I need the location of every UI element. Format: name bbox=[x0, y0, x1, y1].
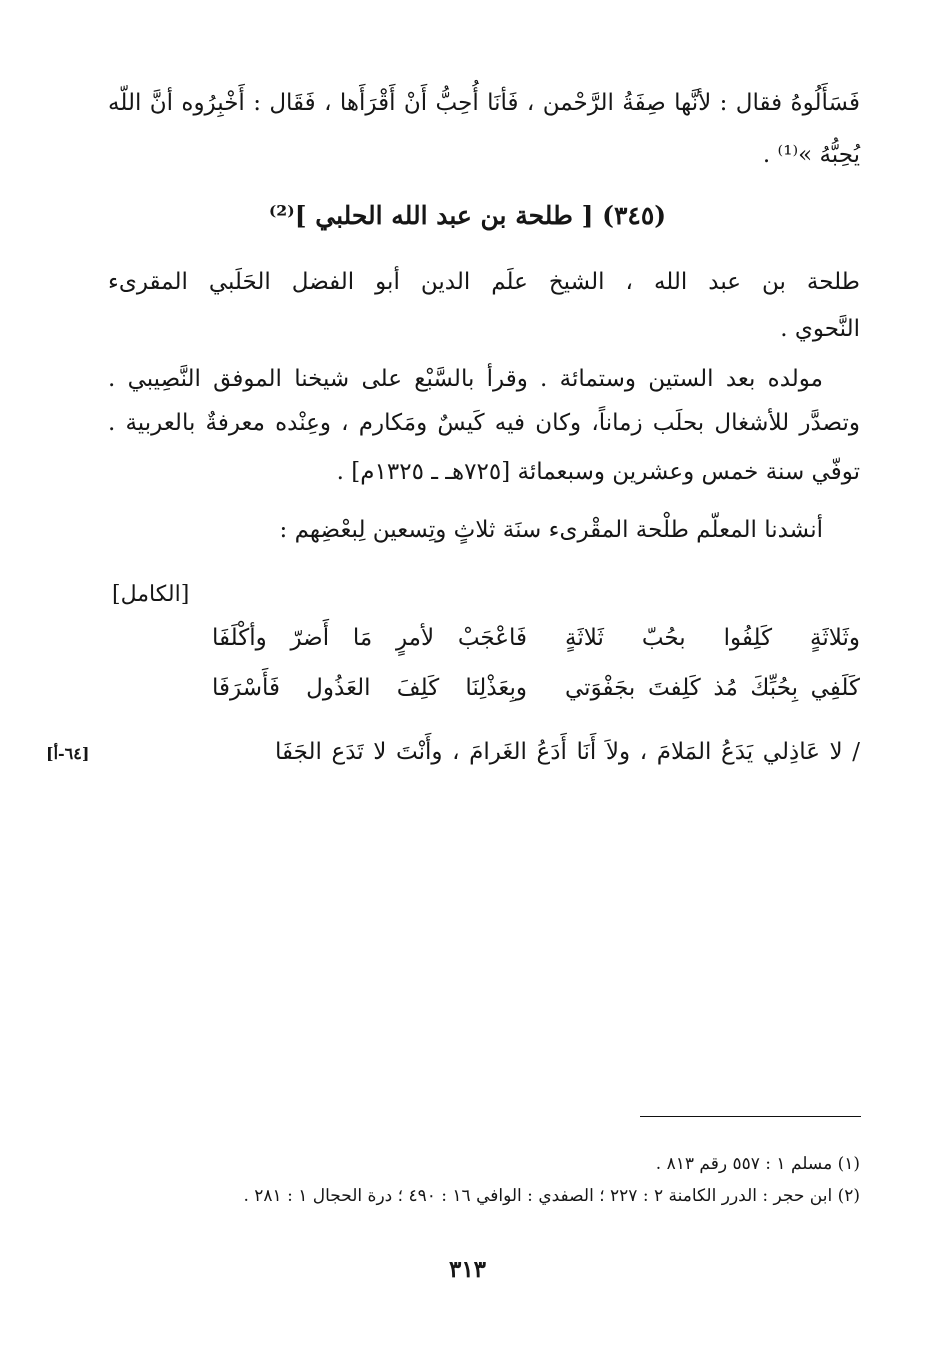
text-line: يُحِبُّهُ »⁽¹⁾ . bbox=[762, 142, 860, 168]
meter-label: [الكامل] bbox=[112, 582, 190, 607]
verse-first-hemistich: كَلَفِي بِحُبِّكَ مُذ كَلِفتَ بجَفْوَتي bbox=[565, 675, 860, 701]
bio-line: طلحة بن عبد الله ، الشيخ علَم الدين أبو الفضل الحَلَبي المقرىء bbox=[108, 269, 860, 295]
verse-second-hemistich: فَاعْجَبْ لأمرٍ مَا أَضرّ وأكْلَفَا bbox=[212, 625, 527, 651]
page-number: ٣١٣ bbox=[448, 1256, 487, 1283]
footnote-rule bbox=[640, 1116, 861, 1117]
bio-line: توفّي سنة خمس وعشرين وسبعمائة [٧٢٥هـ ـ ١٣٢٥م] . bbox=[336, 459, 860, 485]
poem-intro: أنشدنا المعلّم طلْحة المقْرىء سنَة ثلاثٍ وتِسعين لِبعْضِهم : bbox=[279, 517, 823, 543]
footnote: (٢) ابن حجر : الدرر الكامنة ٢ : ٢٢٧ ؛ الصفدي : الوافي ١٦ : ٤٩٠ ؛ درة الحجال ١ : ٢٨١ . bbox=[243, 1186, 860, 1206]
text-line: فَسَأَلُوهُ فقال : لأنَّها صِفَةُ الرَّحْمن ، فَأنَا أُحِبُّ أَنْ أَقْرَأَها ، فَقَال : أَخْبِرُوه أنَّ اللّه bbox=[108, 90, 860, 116]
verse-second-hemistich: وبِعَذْلِنَا كَلِفَ العَذُول فَأَسْرَفَا bbox=[212, 675, 527, 701]
bio-line: وتصدَّر للأشغال بحلَب زماناً، وكان فيه كَيسٌ ومَكارم ، وعِنْده معرفةٌ بالعربية . bbox=[108, 410, 860, 436]
verse-first-hemistich: وثَلاثَةٍ كَلِفُوا بحُبّ ثَلاثَةٍ bbox=[565, 625, 860, 651]
bio-line: النَّحوي . bbox=[780, 316, 860, 342]
verse-line: / لا عَاذِلي يَدَعُ المَلامَ ، ولاَ أَنَا أَدَعُ الغَرامَ ، وأَنْتَ لا تَدَع الجَفَا bbox=[275, 739, 860, 765]
bio-line: مولده بعد الستين وستمائة . وقرأ بالسَّبْع على شيخنا الموفق النَّصِيبي . bbox=[108, 366, 823, 392]
entry-heading: (٣٤٥) [ طلحة بن عبد الله الحلبي ]⁽²⁾ bbox=[268, 201, 667, 230]
folio-marker: [٦٤-أ] bbox=[46, 744, 90, 763]
footnote: (١) مسلم ١ : ٥٥٧ رقم ٨١٣ . bbox=[655, 1154, 860, 1174]
